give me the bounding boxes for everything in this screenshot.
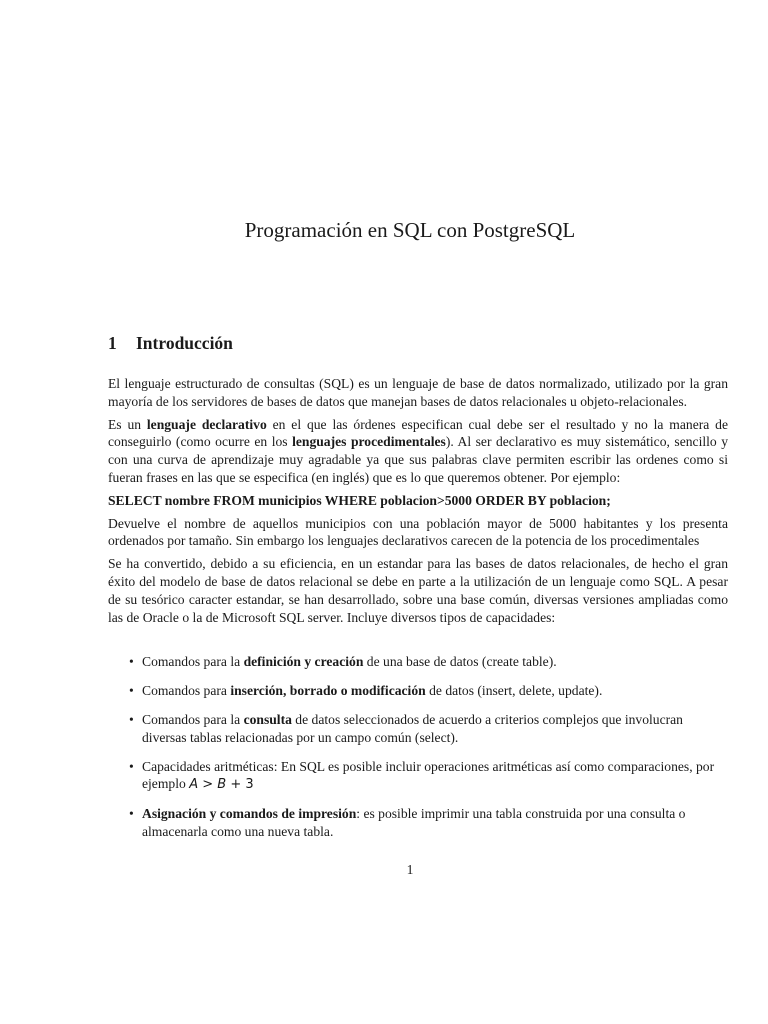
list-item-bold: inserción, borrado o modificación [230,683,426,699]
term-declarative-language: lenguaje declarativo [146,416,267,432]
math-gt: > [202,777,214,793]
paragraph-text: ). Al ser declarativo es muy sistemático, sencillo y con una curva de aprendizaje muy agradable ya que sus palabras clave permiten escribir las ordenes como si fueran frases en las que se especifica (en inglés) que es lo que queremos obtener. Por ejemplo: [108,434,728,485]
term-procedural-languages: lenguajes procedimentales [292,434,446,450]
bullet-icon: • [129,758,134,774]
list-item-text: de datos (insert, delete, update). [425,683,603,699]
page-number: 1 [406,862,414,877]
list-item [108,805,728,841]
bullet-icon: • [129,806,134,822]
list-item-text: de datos seleccionados de acuerdo a criterios complejos que involucran diversas tablas relacionadas por un campo común (select). [142,711,683,745]
list-item [108,653,728,671]
list-item-text: Comandos para la [142,654,244,670]
math-var-b: B [217,777,227,793]
list-item-bold: definición y creación [243,654,364,670]
document-title: Programación en SQL con PostgreSQL [244,218,576,242]
math-plus: + [230,777,242,793]
section-heading [108,333,233,354]
list-item-text: Comandos para [142,683,231,699]
sql-example: SELECT nombre FROM municipios WHERE poblacion>5000 ORDER BY poblacion; [108,492,611,508]
list-item-text: de una base de datos (create table). [363,654,557,670]
paragraph-sql-definition: El lenguaje estructurado de consultas (SQL) es un lenguaje de base de datos normalizado, utilizado por la gran mayoría de los servidores de bases de datos que manejan bases de datos relacionales u objeto-relacionales. [108,376,728,409]
math-expression [189,777,253,792]
section-number: 1 [108,333,117,353]
bullet-icon: • [129,683,134,699]
list-item [108,711,728,747]
list-item [108,758,728,795]
bullet-icon: • [129,654,134,670]
paragraph-example-explanation: Devuelve el nombre de aquellos municipios con una población mayor de 5000 habitantes y los presenta ordenados por tamaño. Sin embargo los lenguajes declarativos carecen de la potencia de los procedimentales [108,515,728,549]
paragraph-standard: Se ha convertido, debido a su eficiencia, en un estandar para las bases de datos relacionales, de hecho el gran éxito del modelo de base de datos relacional se debe en parte a la utilización de un lenguaje como SQL. A pesar de su tesórico caracter estandar, se han desarrollado, sobre una base común, diversas versiones ampliadas como las de Oracle o la de Microsoft SQL server. Incluye diversos tipos de capacidades: [108,556,728,625]
math-number: 3 [245,777,254,793]
section-title: Introducción [136,333,233,353]
section-body [108,375,728,852]
paragraph-declarative [108,416,728,487]
list-item-text: : es posible imprimir una tabla construida por una consulta o almacenarla como una nueva tabla. [142,806,686,839]
list-item-text: Comandos para la [142,711,244,727]
list-item-text: Capacidades aritméticas: En SQL es posible incluir operaciones aritméticas así como comparaciones, por ejemplo [142,758,715,792]
list-item-bold: consulta [243,711,292,727]
bullet-icon: • [129,711,134,727]
paragraph-text: en el que las órdenes especifican cual debe ser el resultado y no la manera de conseguirlo (como ocurre en los [108,416,728,450]
capabilities-list [108,653,728,840]
list-item-bold: Asignación y comandos de impresión [142,806,357,822]
list-item [108,682,728,700]
paragraph-text: Es un [108,416,147,432]
math-var-a: A [189,777,199,793]
